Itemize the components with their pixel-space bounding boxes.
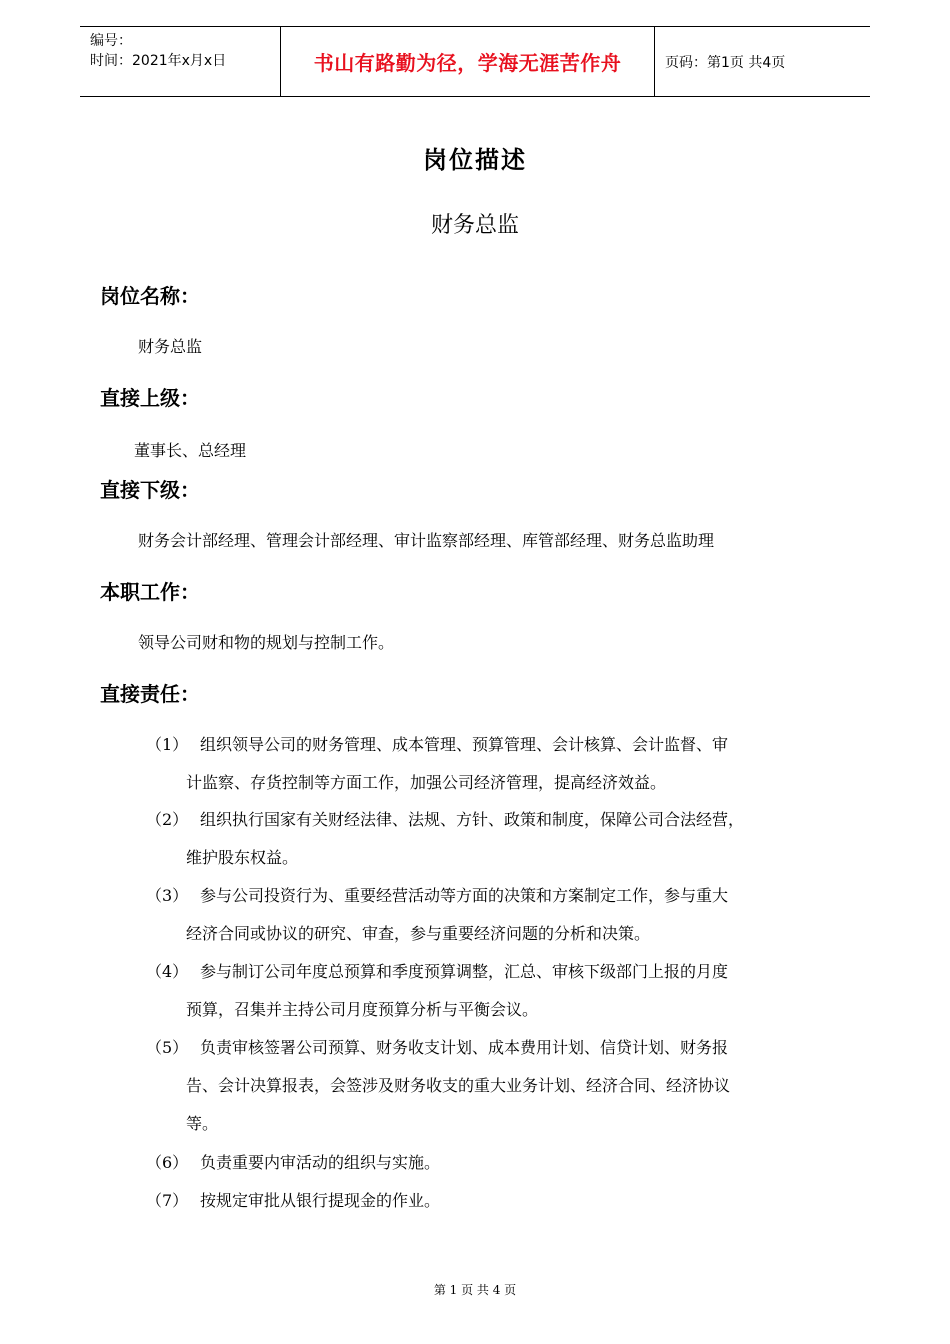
section-heading-superior: 直接上级： bbox=[100, 386, 200, 410]
serial-label: 编号： bbox=[90, 33, 132, 49]
duty-number: （4） bbox=[146, 962, 189, 981]
duty-item bbox=[146, 953, 866, 1029]
duty-number: （6） bbox=[146, 1153, 189, 1172]
duty-text-line: 组织领导公司的财务管理、成本管理、预算管理、会计核算、会计监督、审 bbox=[200, 735, 729, 754]
section-body-subordinates: 财务会计部经理、管理会计部经理、审计监察部经理、库管部经理、财务总监助理 bbox=[138, 531, 715, 550]
section-heading-main-job: 本职工作： bbox=[100, 580, 200, 604]
duty-text-line: 按规定审批从银行提现金的作业。 bbox=[200, 1191, 441, 1210]
header-motto-cell bbox=[281, 27, 655, 96]
section-heading-responsibilities: 直接责任： bbox=[100, 682, 200, 706]
duty-item bbox=[146, 877, 866, 953]
document-header bbox=[80, 26, 870, 97]
page-label: 页码：第1页 共4页 bbox=[665, 54, 786, 71]
section-heading-position-name: 岗位名称： bbox=[100, 284, 200, 308]
section-body-position-name: 财务总监 bbox=[138, 337, 203, 356]
duty-item bbox=[146, 1144, 866, 1182]
section-body-superior: 董事长、总经理 bbox=[134, 441, 247, 460]
section-heading-subordinates: 直接下级： bbox=[100, 478, 200, 502]
section-body-main-job: 领导公司财和物的规划与控制工作。 bbox=[138, 633, 395, 652]
page-footer: 第 1 页 共 4 页 bbox=[433, 1283, 517, 1297]
motto: 书山有路勤为径，学海无涯苦作舟 bbox=[313, 51, 622, 75]
duty-text-line: 参与公司投资行为、重要经营活动等方面的决策和方案制定工作，参与重大 bbox=[200, 886, 729, 905]
duty-number: （1） bbox=[146, 735, 189, 754]
duty-text-line: 等。 bbox=[186, 1114, 219, 1133]
duty-item bbox=[146, 1029, 866, 1143]
duty-text-line: 计监察、存货控制等方面工作，加强公司经济管理，提高经济效益。 bbox=[186, 773, 667, 792]
duty-text-line: 参与制订公司年度总预算和季度预算调整，汇总、审核下级部门上报的月度 bbox=[200, 962, 729, 981]
duty-text-line: 组织执行国家有关财经法律、法规、方针、政策和制度，保障公司合法经营， bbox=[200, 810, 745, 829]
duty-text-line: 经济合同或协议的研究、审查，参与重要经济问题的分析和决策。 bbox=[186, 924, 651, 943]
duty-text-line: 告、会计决算报表，会签涉及财务收支的重大业务计划、经济合同、经济协议 bbox=[186, 1076, 731, 1095]
duty-number: （3） bbox=[146, 886, 189, 905]
duty-item bbox=[146, 1182, 866, 1220]
duty-text-line: 预算，召集并主持公司月度预算分析与平衡会议。 bbox=[186, 1000, 539, 1019]
header-meta bbox=[80, 27, 281, 96]
duty-text-line: 负责重要内审活动的组织与实施。 bbox=[200, 1153, 441, 1172]
duty-item bbox=[146, 801, 866, 877]
duty-number: （7） bbox=[146, 1191, 189, 1210]
document-title: 岗位描述 bbox=[423, 146, 527, 174]
duty-number: （5） bbox=[146, 1038, 189, 1057]
time-label: 时间：2021年x月x日 bbox=[90, 53, 227, 69]
duty-text-line: 负责审核签署公司预算、财务收支计划、成本费用计划、信贷计划、财务报 bbox=[200, 1038, 729, 1057]
duty-number: （2） bbox=[146, 810, 189, 829]
document-subtitle: 财务总监 bbox=[430, 213, 519, 238]
header-page-cell bbox=[655, 27, 870, 96]
duty-text-line: 维护股东权益。 bbox=[186, 848, 299, 867]
duty-item bbox=[146, 726, 866, 802]
